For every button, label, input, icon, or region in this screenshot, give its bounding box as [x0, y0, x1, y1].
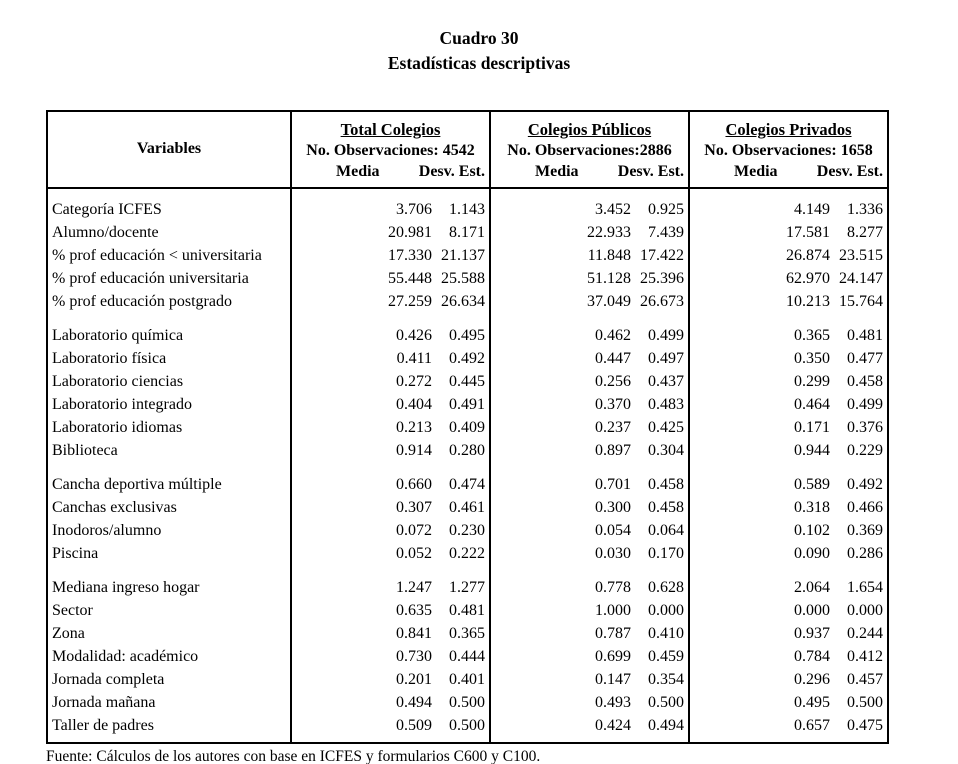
variable-label: Modalidad: académico [52, 647, 199, 665]
table-row [47, 393, 888, 416]
desv-value: 1.336 [847, 200, 884, 218]
obs-publicos-label: No. Observaciones:2886 [507, 141, 672, 159]
media-value: 1.247 [291, 565, 435, 599]
table-row [47, 244, 888, 267]
media-header-total: Media [336, 162, 380, 180]
media-value: 11.848 [490, 244, 634, 267]
desv-value: 26.673 [640, 292, 684, 310]
media-value: 0.299 [689, 370, 833, 393]
desv-value: 0.500 [847, 693, 884, 711]
desv-value: 0.628 [648, 578, 684, 596]
media-value: 0.589 [689, 462, 833, 496]
variable-label: Canchas exclusivas [52, 498, 177, 516]
media-value: 0.365 [689, 313, 833, 347]
media-value: 0.318 [689, 496, 833, 519]
media-value: 2.064 [689, 565, 833, 599]
media-value: 0.350 [689, 347, 833, 370]
media-value: 51.128 [490, 267, 634, 290]
media-value: 22.933 [490, 221, 634, 244]
media-value: 0.462 [490, 313, 634, 347]
media-value: 0.237 [490, 416, 634, 439]
variable-label: Jornada completa [52, 670, 165, 688]
desv-value: 0.500 [648, 693, 684, 711]
obs-privados [689, 140, 888, 160]
desv-value: 0.445 [449, 372, 485, 390]
variable-label: Laboratorio integrado [52, 395, 192, 413]
desv-value: 0.495 [449, 326, 485, 344]
variable-label: Laboratorio idiomas [52, 418, 183, 436]
desv-value: 0.280 [449, 441, 485, 459]
media-value: 0.784 [689, 645, 833, 668]
desv-header-total: Desv. Est. [418, 162, 485, 180]
desv-value: 0.466 [847, 498, 884, 516]
media-value: 0.307 [291, 496, 435, 519]
table-header [47, 111, 888, 188]
media-value: 17.330 [291, 244, 435, 267]
table-row [47, 313, 888, 347]
title-line-1: Cuadro 30 [439, 28, 519, 48]
desv-value: 0.458 [847, 372, 884, 390]
media-value: 0.493 [490, 691, 634, 714]
media-value: 0.635 [291, 599, 435, 622]
desv-value: 1.277 [449, 578, 485, 596]
desv-value: 0.458 [648, 475, 684, 493]
desv-value: 0.457 [847, 670, 884, 688]
descriptive-statistics-table [46, 110, 889, 744]
table-row [47, 496, 888, 519]
obs-privados-label: No. Observaciones: 1658 [704, 141, 873, 159]
variable-label: % prof educación universitaria [52, 269, 249, 287]
media-value: 0.660 [291, 462, 435, 496]
table-row [47, 347, 888, 370]
desv-value: 0.376 [847, 418, 884, 436]
media-value: 0.300 [490, 496, 634, 519]
variable-label: Laboratorio física [52, 349, 167, 367]
media-value: 0.000 [689, 599, 833, 622]
table-row [47, 599, 888, 622]
media-value: 0.147 [490, 668, 634, 691]
desv-value: 0.461 [449, 498, 485, 516]
desv-value: 0.170 [648, 544, 684, 562]
variable-label: Cancha deportiva múltiple [52, 475, 222, 493]
media-value: 0.730 [291, 645, 435, 668]
desv-value: 8.171 [449, 223, 485, 241]
media-header-privados: Media [734, 162, 778, 180]
table-row [47, 565, 888, 599]
desv-value: 0.475 [847, 716, 884, 734]
media-value: 0.213 [291, 416, 435, 439]
media-value: 0.424 [490, 714, 634, 743]
media-value: 0.404 [291, 393, 435, 416]
variable-label: Jornada mañana [52, 693, 156, 711]
media-value: 0.699 [490, 645, 634, 668]
media-value: 0.426 [291, 313, 435, 347]
group-title-publicos: Colegios Públicos [527, 119, 652, 139]
media-value: 17.581 [689, 221, 833, 244]
source-note: Fuente: Cálculos de los autores con base en ICFES y formularios C600 y C100. [46, 747, 541, 764]
group-title-total: Total Colegios [340, 119, 441, 139]
desv-value: 0.244 [847, 624, 884, 642]
desv-value: 0.409 [449, 418, 485, 436]
variable-label: Piscina [52, 544, 99, 562]
variable-label: Laboratorio química [52, 326, 184, 344]
desv-value: 0.497 [648, 349, 684, 367]
variable-label: % prof educación postgrado [52, 292, 232, 310]
desv-value: 0.499 [847, 395, 884, 413]
table-row [47, 519, 888, 542]
media-value: 0.495 [689, 691, 833, 714]
desv-value: 15.764 [839, 292, 884, 310]
media-value: 10.213 [689, 290, 833, 313]
variable-label: Biblioteca [52, 441, 118, 459]
desv-value: 25.396 [640, 269, 684, 287]
media-value: 0.072 [291, 519, 435, 542]
variable-label: Mediana ingreso hogar [52, 578, 200, 596]
desv-value: 21.137 [441, 246, 485, 264]
variable-label: Laboratorio ciencias [52, 372, 184, 390]
desv-value: 0.459 [648, 647, 684, 665]
media-value: 0.370 [490, 393, 634, 416]
table-row [47, 290, 888, 313]
table-row [47, 439, 888, 462]
variable-label: Inodoros/alumno [52, 521, 162, 539]
group-header-privados [689, 111, 888, 140]
desv-value: 0.481 [449, 601, 485, 619]
media-value: 0.701 [490, 462, 634, 496]
desv-value: 0.494 [648, 716, 684, 734]
media-value: 0.657 [689, 714, 833, 743]
media-value: 0.201 [291, 668, 435, 691]
media-value: 0.090 [689, 542, 833, 565]
media-value: 62.970 [689, 267, 833, 290]
table-row [47, 668, 888, 691]
media-value: 0.447 [490, 347, 634, 370]
desv-value: 0.412 [847, 647, 884, 665]
group-header-total [291, 111, 490, 140]
media-value: 3.706 [291, 188, 435, 221]
table-body [47, 188, 888, 743]
desv-value: 7.439 [648, 223, 684, 241]
media-value: 20.981 [291, 221, 435, 244]
media-value: 37.049 [490, 290, 634, 313]
desv-value: 25.588 [441, 269, 485, 287]
media-value: 0.787 [490, 622, 634, 645]
desv-value: 0.286 [847, 544, 884, 562]
media-value: 0.102 [689, 519, 833, 542]
media-value: 0.411 [291, 347, 435, 370]
desv-value: 0.444 [449, 647, 485, 665]
media-value: 0.272 [291, 370, 435, 393]
desv-value: 0.064 [648, 521, 684, 539]
subheaders-total [291, 160, 490, 188]
subheaders-privados [689, 160, 888, 188]
media-value: 0.509 [291, 714, 435, 743]
desv-value: 0.230 [449, 521, 485, 539]
desv-value: 0.492 [449, 349, 485, 367]
desv-value: 0.229 [847, 441, 884, 459]
media-value: 0.256 [490, 370, 634, 393]
media-value: 27.259 [291, 290, 435, 313]
media-value: 0.171 [689, 416, 833, 439]
table-row [47, 714, 888, 743]
desv-value: 0.222 [449, 544, 485, 562]
desv-value: 0.365 [449, 624, 485, 642]
desv-value: 0.492 [847, 475, 884, 493]
variable-label: Categoría ICFES [52, 200, 162, 218]
media-value: 26.874 [689, 244, 833, 267]
obs-total-label: No. Observaciones: 4542 [306, 141, 475, 159]
desv-value: 24.147 [839, 269, 884, 287]
desv-value: 0.925 [648, 200, 684, 218]
table-row [47, 416, 888, 439]
table-row [47, 622, 888, 645]
variable-label: Sector [52, 601, 93, 619]
media-value: 0.494 [291, 691, 435, 714]
variable-label: Taller de padres [52, 716, 154, 734]
variable-label: Zona [52, 624, 85, 642]
media-value: 3.452 [490, 188, 634, 221]
desv-value: 0.500 [449, 716, 485, 734]
desv-value: 0.500 [449, 693, 485, 711]
desv-header-publicos: Desv. Est. [617, 162, 684, 180]
media-value: 0.296 [689, 668, 833, 691]
group-title-privados: Colegios Privados [725, 119, 852, 139]
desv-value: 0.000 [847, 601, 884, 619]
desv-header-privados: Desv. Est. [816, 162, 884, 180]
media-value: 1.000 [490, 599, 634, 622]
media-value: 0.464 [689, 393, 833, 416]
obs-total [291, 140, 490, 160]
table-row [47, 542, 888, 565]
desv-value: 23.515 [839, 246, 884, 264]
desv-value: 0.477 [847, 349, 884, 367]
desv-value: 1.143 [449, 200, 485, 218]
table-row [47, 691, 888, 714]
variable-label: % prof educación < universitaria [52, 246, 262, 264]
desv-value: 0.481 [847, 326, 884, 344]
desv-value: 8.277 [847, 223, 884, 241]
table-row [47, 188, 888, 221]
table-row [47, 462, 888, 496]
obs-publicos [490, 140, 689, 160]
media-value: 0.841 [291, 622, 435, 645]
desv-value: 0.437 [648, 372, 684, 390]
desv-value: 0.410 [648, 624, 684, 642]
subheaders-publicos [490, 160, 689, 188]
desv-value: 0.499 [648, 326, 684, 344]
table-row [47, 370, 888, 393]
table-row [47, 267, 888, 290]
variables-column-header: Variables [47, 111, 291, 188]
media-value: 0.897 [490, 439, 634, 462]
media-value: 0.914 [291, 439, 435, 462]
media-value: 55.448 [291, 267, 435, 290]
media-value: 4.149 [689, 188, 833, 221]
title-line-2: Estadísticas descriptivas [387, 53, 571, 74]
variable-label: Alumno/docente [52, 223, 159, 241]
desv-value: 0.401 [449, 670, 485, 688]
desv-value: 0.000 [648, 601, 684, 619]
desv-value: 0.304 [648, 441, 684, 459]
media-value: 0.054 [490, 519, 634, 542]
table-row [47, 645, 888, 668]
media-value: 0.052 [291, 542, 435, 565]
desv-value: 0.474 [449, 475, 485, 493]
media-value: 0.937 [689, 622, 833, 645]
desv-value: 0.483 [648, 395, 684, 413]
table-row [47, 221, 888, 244]
group-header-publicos [490, 111, 689, 140]
desv-value: 0.458 [648, 498, 684, 516]
desv-value: 0.425 [648, 418, 684, 436]
desv-value: 0.369 [847, 521, 884, 539]
table-title [0, 0, 958, 77]
desv-value: 0.354 [648, 670, 684, 688]
media-value: 0.944 [689, 439, 833, 462]
media-value: 0.030 [490, 542, 634, 565]
media-header-publicos: Media [535, 162, 579, 180]
desv-value: 26.634 [441, 292, 485, 310]
desv-value: 0.491 [449, 395, 485, 413]
media-value: 0.778 [490, 565, 634, 599]
desv-value: 17.422 [640, 246, 684, 264]
desv-value: 1.654 [847, 578, 884, 596]
